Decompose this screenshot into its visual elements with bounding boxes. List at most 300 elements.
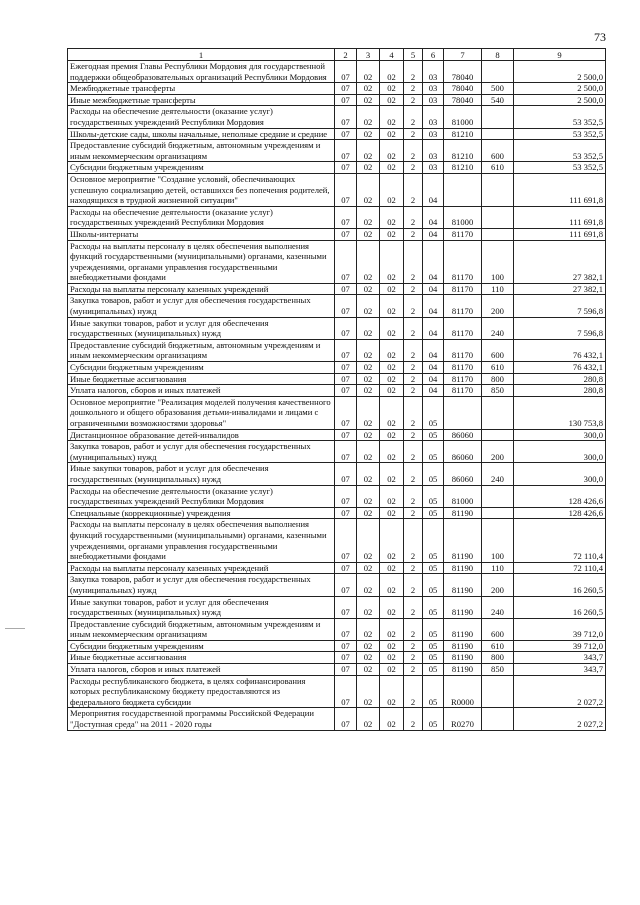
code-cell-8: 600 — [482, 618, 514, 640]
code-cell-4: 02 — [380, 317, 404, 339]
code-cell-7: 81170 — [444, 362, 482, 374]
code-cell-8 — [482, 507, 514, 519]
code-cell-5: 2 — [404, 485, 423, 507]
amount-cell: 300,0 — [514, 441, 606, 463]
code-cell-5: 2 — [404, 240, 423, 283]
code-cell-2: 07 — [335, 94, 357, 106]
row-name-cell: Субсидии бюджетным учреждениям — [68, 362, 335, 374]
code-cell-2: 07 — [335, 385, 357, 397]
code-cell-4: 02 — [380, 519, 404, 562]
code-cell-2: 07 — [335, 83, 357, 95]
table-row — [68, 283, 606, 295]
row-name-cell: Уплата налогов, сборов и иных платежей — [68, 385, 335, 397]
code-cell-2: 07 — [335, 664, 357, 676]
code-cell-2: 07 — [335, 240, 357, 283]
code-cell-7: 81170 — [444, 240, 482, 283]
amount-cell: 7 596,8 — [514, 295, 606, 317]
page-number: 73 — [594, 30, 606, 44]
code-cell-2: 07 — [335, 708, 357, 730]
code-cell-3: 02 — [357, 562, 380, 574]
code-cell-6: 05 — [423, 441, 444, 463]
code-cell-8 — [482, 485, 514, 507]
table-row — [68, 463, 606, 485]
code-cell-2: 07 — [335, 574, 357, 596]
row-name-cell: Закупка товаров, работ и услуг для обеспечения государственных (муниципальных) нужд — [68, 295, 335, 317]
table-row — [68, 228, 606, 240]
code-cell-5: 2 — [404, 441, 423, 463]
code-cell-7: 81210 — [444, 128, 482, 140]
code-cell-5: 2 — [404, 61, 423, 83]
code-cell-2: 07 — [335, 162, 357, 174]
amount-cell: 27 382,1 — [514, 240, 606, 283]
code-cell-2: 07 — [335, 562, 357, 574]
code-cell-3: 02 — [357, 94, 380, 106]
code-cell-2: 07 — [335, 675, 357, 708]
code-cell-7: 81170 — [444, 385, 482, 397]
code-cell-3: 02 — [357, 385, 380, 397]
row-name-cell: Иные закупки товаров, работ и услуг для обеспечения государственных (муниципальных) нужд — [68, 596, 335, 618]
code-cell-6: 05 — [423, 596, 444, 618]
code-cell-7: 78040 — [444, 61, 482, 83]
amount-cell: 280,8 — [514, 373, 606, 385]
table-row — [68, 295, 606, 317]
code-cell-2: 07 — [335, 106, 357, 128]
amount-cell: 280,8 — [514, 385, 606, 397]
code-cell-6: 03 — [423, 61, 444, 83]
code-cell-3: 02 — [357, 708, 380, 730]
row-name-cell: Иные закупки товаров, работ и услуг для обеспечения государственных (муниципальных) нужд — [68, 317, 335, 339]
amount-cell: 39 712,0 — [514, 618, 606, 640]
code-cell-8: 100 — [482, 519, 514, 562]
code-cell-7 — [444, 173, 482, 206]
amount-cell: 2 500,0 — [514, 83, 606, 95]
code-cell-6: 05 — [423, 396, 444, 429]
row-name-cell: Межбюджетные трансферты — [68, 83, 335, 95]
code-cell-6: 04 — [423, 228, 444, 240]
code-cell-6: 04 — [423, 283, 444, 295]
table-row — [68, 574, 606, 596]
table-row — [68, 362, 606, 374]
table-row — [68, 128, 606, 140]
table-row — [68, 664, 606, 676]
code-cell-4: 02 — [380, 429, 404, 441]
code-cell-4: 02 — [380, 652, 404, 664]
code-cell-7: 81190 — [444, 507, 482, 519]
row-name-cell: Расходы на обеспечение деятельности (оказание услуг) государственных учреждений Республики Мордовия — [68, 106, 335, 128]
code-cell-8: 610 — [482, 362, 514, 374]
code-cell-8: 200 — [482, 295, 514, 317]
code-cell-4: 02 — [380, 162, 404, 174]
code-cell-4: 02 — [380, 83, 404, 95]
code-cell-3: 02 — [357, 429, 380, 441]
code-cell-6: 05 — [423, 652, 444, 664]
code-cell-2: 07 — [335, 373, 357, 385]
code-cell-3: 02 — [357, 463, 380, 485]
code-cell-4: 02 — [380, 664, 404, 676]
row-name-cell: Закупка товаров, работ и услуг для обеспечения государственных (муниципальных) нужд — [68, 574, 335, 596]
code-cell-7: 81190 — [444, 562, 482, 574]
amount-cell: 130 753,8 — [514, 396, 606, 429]
amount-cell: 53 352,5 — [514, 106, 606, 128]
code-cell-8: 240 — [482, 463, 514, 485]
code-cell-4: 02 — [380, 140, 404, 162]
code-cell-4: 02 — [380, 385, 404, 397]
table-row — [68, 106, 606, 128]
code-cell-2: 07 — [335, 596, 357, 618]
code-cell-4: 02 — [380, 295, 404, 317]
code-cell-8 — [482, 173, 514, 206]
amount-cell: 39 712,0 — [514, 640, 606, 652]
code-cell-2: 07 — [335, 140, 357, 162]
row-name-cell: Мероприятия государственной программы Российской Федерации "Доступная среда" на 2011 - 2020 годы — [68, 708, 335, 730]
code-cell-5: 2 — [404, 295, 423, 317]
table-row — [68, 675, 606, 708]
header-cell: 9 — [514, 49, 606, 61]
row-name-cell: Предоставление субсидий бюджетным, автономным учреждениям и иным некоммерческим организациям — [68, 339, 335, 361]
amount-cell: 343,7 — [514, 664, 606, 676]
table-row — [68, 140, 606, 162]
amount-cell: 2 500,0 — [514, 61, 606, 83]
code-cell-8: 800 — [482, 652, 514, 664]
code-cell-6: 05 — [423, 429, 444, 441]
code-cell-3: 02 — [357, 283, 380, 295]
code-cell-6: 04 — [423, 362, 444, 374]
code-cell-2: 07 — [335, 485, 357, 507]
row-name-cell: Школы-детские сады, школы начальные, неполные средние и средние — [68, 128, 335, 140]
code-cell-4: 02 — [380, 339, 404, 361]
code-cell-6: 04 — [423, 295, 444, 317]
code-cell-3: 02 — [357, 162, 380, 174]
header-cell: 8 — [482, 49, 514, 61]
header-cell: 4 — [380, 49, 404, 61]
code-cell-8 — [482, 396, 514, 429]
code-cell-2: 07 — [335, 640, 357, 652]
code-cell-3: 02 — [357, 441, 380, 463]
code-cell-7: 81190 — [444, 640, 482, 652]
amount-cell: 300,0 — [514, 463, 606, 485]
code-cell-8 — [482, 106, 514, 128]
code-cell-7: 81190 — [444, 519, 482, 562]
amount-cell: 76 432,1 — [514, 362, 606, 374]
code-cell-4: 02 — [380, 507, 404, 519]
code-cell-8 — [482, 429, 514, 441]
code-cell-2: 07 — [335, 362, 357, 374]
code-cell-5: 2 — [404, 162, 423, 174]
header-cell: 2 — [335, 49, 357, 61]
row-name-cell: Расходы на выплаты персоналу казенных учреждений — [68, 283, 335, 295]
code-cell-5: 2 — [404, 429, 423, 441]
amount-cell: 111 691,8 — [514, 173, 606, 206]
code-cell-2: 07 — [335, 295, 357, 317]
code-cell-7: 81170 — [444, 317, 482, 339]
code-cell-4: 02 — [380, 128, 404, 140]
budget-table — [67, 48, 606, 731]
amount-cell: 2 027,2 — [514, 675, 606, 708]
code-cell-2: 07 — [335, 339, 357, 361]
code-cell-3: 02 — [357, 173, 380, 206]
table-row — [68, 396, 606, 429]
code-cell-6: 03 — [423, 140, 444, 162]
code-cell-4: 02 — [380, 94, 404, 106]
row-name-cell: Закупка товаров, работ и услуг для обеспечения государственных (муниципальных) нужд — [68, 441, 335, 463]
code-cell-7: 81170 — [444, 228, 482, 240]
table-row — [68, 618, 606, 640]
code-cell-6: 04 — [423, 385, 444, 397]
code-cell-6: 04 — [423, 206, 444, 228]
code-cell-3: 02 — [357, 373, 380, 385]
code-cell-2: 07 — [335, 441, 357, 463]
code-cell-4: 02 — [380, 675, 404, 708]
table-row — [68, 519, 606, 562]
code-cell-5: 2 — [404, 317, 423, 339]
code-cell-8: 610 — [482, 162, 514, 174]
code-cell-5: 2 — [404, 140, 423, 162]
amount-cell: 128 426,6 — [514, 485, 606, 507]
amount-cell: 2 500,0 — [514, 94, 606, 106]
code-cell-4: 02 — [380, 562, 404, 574]
code-cell-2: 07 — [335, 228, 357, 240]
table-row — [68, 162, 606, 174]
code-cell-8: 110 — [482, 562, 514, 574]
code-cell-3: 02 — [357, 652, 380, 664]
table-row — [68, 385, 606, 397]
code-cell-8: 240 — [482, 596, 514, 618]
code-cell-4: 02 — [380, 228, 404, 240]
code-cell-7: 81190 — [444, 618, 482, 640]
code-cell-3: 02 — [357, 519, 380, 562]
code-cell-7: 78040 — [444, 94, 482, 106]
code-cell-7: 81170 — [444, 295, 482, 317]
code-cell-5: 2 — [404, 83, 423, 95]
code-cell-5: 2 — [404, 283, 423, 295]
code-cell-6: 05 — [423, 519, 444, 562]
amount-cell: 76 432,1 — [514, 339, 606, 361]
code-cell-5: 2 — [404, 618, 423, 640]
code-cell-5: 2 — [404, 228, 423, 240]
code-cell-8 — [482, 228, 514, 240]
header-cell: 7 — [444, 49, 482, 61]
code-cell-4: 02 — [380, 106, 404, 128]
header-cell: 6 — [423, 49, 444, 61]
code-cell-4: 02 — [380, 373, 404, 385]
code-cell-6: 03 — [423, 106, 444, 128]
code-cell-3: 02 — [357, 61, 380, 83]
table-row — [68, 640, 606, 652]
code-cell-3: 02 — [357, 206, 380, 228]
code-cell-4: 02 — [380, 240, 404, 283]
code-cell-3: 02 — [357, 83, 380, 95]
code-cell-4: 02 — [380, 596, 404, 618]
table-row — [68, 240, 606, 283]
code-cell-2: 07 — [335, 206, 357, 228]
table-row — [68, 562, 606, 574]
code-cell-3: 02 — [357, 596, 380, 618]
code-cell-4: 02 — [380, 485, 404, 507]
row-name-cell: Уплата налогов, сборов и иных платежей — [68, 664, 335, 676]
code-cell-3: 02 — [357, 485, 380, 507]
table-row — [68, 652, 606, 664]
amount-cell: 27 382,1 — [514, 283, 606, 295]
code-cell-6: 05 — [423, 618, 444, 640]
code-cell-3: 02 — [357, 675, 380, 708]
code-cell-2: 07 — [335, 519, 357, 562]
code-cell-6: 04 — [423, 173, 444, 206]
margin-mark — [5, 628, 25, 629]
code-cell-4: 02 — [380, 362, 404, 374]
code-cell-5: 2 — [404, 385, 423, 397]
row-name-cell: Расходы на обеспечение деятельности (оказание услуг) государственных учреждений Республики Мордовия — [68, 485, 335, 507]
code-cell-4: 02 — [380, 574, 404, 596]
code-cell-3: 02 — [357, 240, 380, 283]
code-cell-3: 02 — [357, 362, 380, 374]
amount-cell: 7 596,8 — [514, 317, 606, 339]
code-cell-5: 2 — [404, 373, 423, 385]
code-cell-8: 850 — [482, 664, 514, 676]
code-cell-5: 2 — [404, 94, 423, 106]
code-cell-3: 02 — [357, 574, 380, 596]
row-name-cell: Расходы республиканского бюджета, в целях софинансирования которых республиканскому бюджету предоставляются из федерального бюджета субсидии — [68, 675, 335, 708]
code-cell-2: 07 — [335, 429, 357, 441]
table-row — [68, 596, 606, 618]
code-cell-2: 07 — [335, 173, 357, 206]
amount-cell: 111 691,8 — [514, 228, 606, 240]
amount-cell: 53 352,5 — [514, 140, 606, 162]
row-name-cell: Субсидии бюджетным учреждениям — [68, 640, 335, 652]
code-cell-5: 2 — [404, 596, 423, 618]
code-cell-6: 05 — [423, 562, 444, 574]
code-cell-7: 81190 — [444, 596, 482, 618]
code-cell-8: 200 — [482, 574, 514, 596]
code-cell-8 — [482, 675, 514, 708]
code-cell-2: 07 — [335, 61, 357, 83]
code-cell-7: 81190 — [444, 574, 482, 596]
table-row — [68, 94, 606, 106]
table-row — [68, 317, 606, 339]
code-cell-3: 02 — [357, 317, 380, 339]
row-name-cell: Иные закупки товаров, работ и услуг для обеспечения государственных (муниципальных) нужд — [68, 463, 335, 485]
code-cell-5: 2 — [404, 128, 423, 140]
code-cell-8: 600 — [482, 140, 514, 162]
code-cell-4: 02 — [380, 463, 404, 485]
row-name-cell: Иные бюджетные ассигнования — [68, 652, 335, 664]
table-row — [68, 206, 606, 228]
code-cell-4: 02 — [380, 618, 404, 640]
code-cell-4: 02 — [380, 283, 404, 295]
code-cell-2: 07 — [335, 317, 357, 339]
table-row — [68, 83, 606, 95]
code-cell-8 — [482, 708, 514, 730]
code-cell-3: 02 — [357, 128, 380, 140]
code-cell-5: 2 — [404, 173, 423, 206]
row-name-cell: Субсидии бюджетным учреждениям — [68, 162, 335, 174]
header-cell: 3 — [357, 49, 380, 61]
code-cell-7: 81000 — [444, 206, 482, 228]
code-cell-8 — [482, 128, 514, 140]
code-cell-3: 02 — [357, 106, 380, 128]
header-cell: 5 — [404, 49, 423, 61]
row-name-cell: Расходы на выплаты персоналу в целях обеспечения выполнения функций государственными (муниципальными) органами, казенными учреждениями, органами управления государственными внебюджетными фондами — [68, 519, 335, 562]
code-cell-8: 610 — [482, 640, 514, 652]
code-cell-5: 2 — [404, 339, 423, 361]
code-cell-7: 81190 — [444, 652, 482, 664]
code-cell-7: 81000 — [444, 106, 482, 128]
code-cell-7: 81000 — [444, 485, 482, 507]
table-row — [68, 339, 606, 361]
code-cell-2: 07 — [335, 128, 357, 140]
row-name-cell: Иные межбюджетные трансферты — [68, 94, 335, 106]
code-cell-2: 07 — [335, 283, 357, 295]
code-cell-4: 02 — [380, 441, 404, 463]
code-cell-7: 86060 — [444, 429, 482, 441]
code-cell-8: 540 — [482, 94, 514, 106]
code-cell-7: 86060 — [444, 463, 482, 485]
amount-cell: 72 110,4 — [514, 519, 606, 562]
amount-cell: 300,0 — [514, 429, 606, 441]
code-cell-6: 05 — [423, 485, 444, 507]
code-cell-7: 81210 — [444, 140, 482, 162]
amount-cell: 53 352,5 — [514, 162, 606, 174]
code-cell-8 — [482, 206, 514, 228]
code-cell-7: 78040 — [444, 83, 482, 95]
code-cell-8: 200 — [482, 441, 514, 463]
code-cell-6: 03 — [423, 128, 444, 140]
code-cell-7: 81170 — [444, 283, 482, 295]
code-cell-2: 07 — [335, 618, 357, 640]
code-cell-4: 02 — [380, 61, 404, 83]
code-cell-2: 07 — [335, 463, 357, 485]
code-cell-6: 03 — [423, 83, 444, 95]
code-cell-5: 2 — [404, 708, 423, 730]
code-cell-8 — [482, 61, 514, 83]
code-cell-7 — [444, 396, 482, 429]
code-cell-3: 02 — [357, 618, 380, 640]
code-cell-3: 02 — [357, 295, 380, 317]
row-name-cell: Основное мероприятие "Реализация моделей получения качественного дошкольного и общего образования детьми-инвалидами и лицами с ограниченными возможностями здоровья" — [68, 396, 335, 429]
table-row — [68, 61, 606, 83]
table-row — [68, 485, 606, 507]
amount-cell: 111 691,8 — [514, 206, 606, 228]
code-cell-4: 02 — [380, 396, 404, 429]
code-cell-7: R0270 — [444, 708, 482, 730]
code-cell-5: 2 — [404, 574, 423, 596]
code-cell-4: 02 — [380, 708, 404, 730]
code-cell-2: 07 — [335, 507, 357, 519]
header-cell: 1 — [68, 49, 335, 61]
table-row — [68, 507, 606, 519]
row-name-cell: Дистанционное образование детей-инвалидов — [68, 429, 335, 441]
amount-cell: 16 260,5 — [514, 596, 606, 618]
code-cell-6: 05 — [423, 574, 444, 596]
code-cell-2: 07 — [335, 396, 357, 429]
row-name-cell: Ежегодная премия Главы Республики Мордовия для государственной поддержки общеобразовательных организаций Республики Мордовия — [68, 61, 335, 83]
code-cell-7: 81170 — [444, 373, 482, 385]
code-cell-5: 2 — [404, 106, 423, 128]
code-cell-5: 2 — [404, 675, 423, 708]
code-cell-3: 02 — [357, 507, 380, 519]
code-cell-6: 04 — [423, 373, 444, 385]
code-cell-8: 100 — [482, 240, 514, 283]
code-cell-4: 02 — [380, 640, 404, 652]
table-row — [68, 441, 606, 463]
code-cell-3: 02 — [357, 140, 380, 162]
code-cell-7: 81210 — [444, 162, 482, 174]
code-cell-4: 02 — [380, 173, 404, 206]
code-cell-6: 05 — [423, 708, 444, 730]
code-cell-6: 03 — [423, 162, 444, 174]
row-name-cell: Расходы на выплаты персоналу в целях обеспечения выполнения функций государственными (муниципальными) органами, казенными учреждениями, органами управления государственными внебюджетными фондами — [68, 240, 335, 283]
code-cell-5: 2 — [404, 562, 423, 574]
code-cell-3: 02 — [357, 339, 380, 361]
